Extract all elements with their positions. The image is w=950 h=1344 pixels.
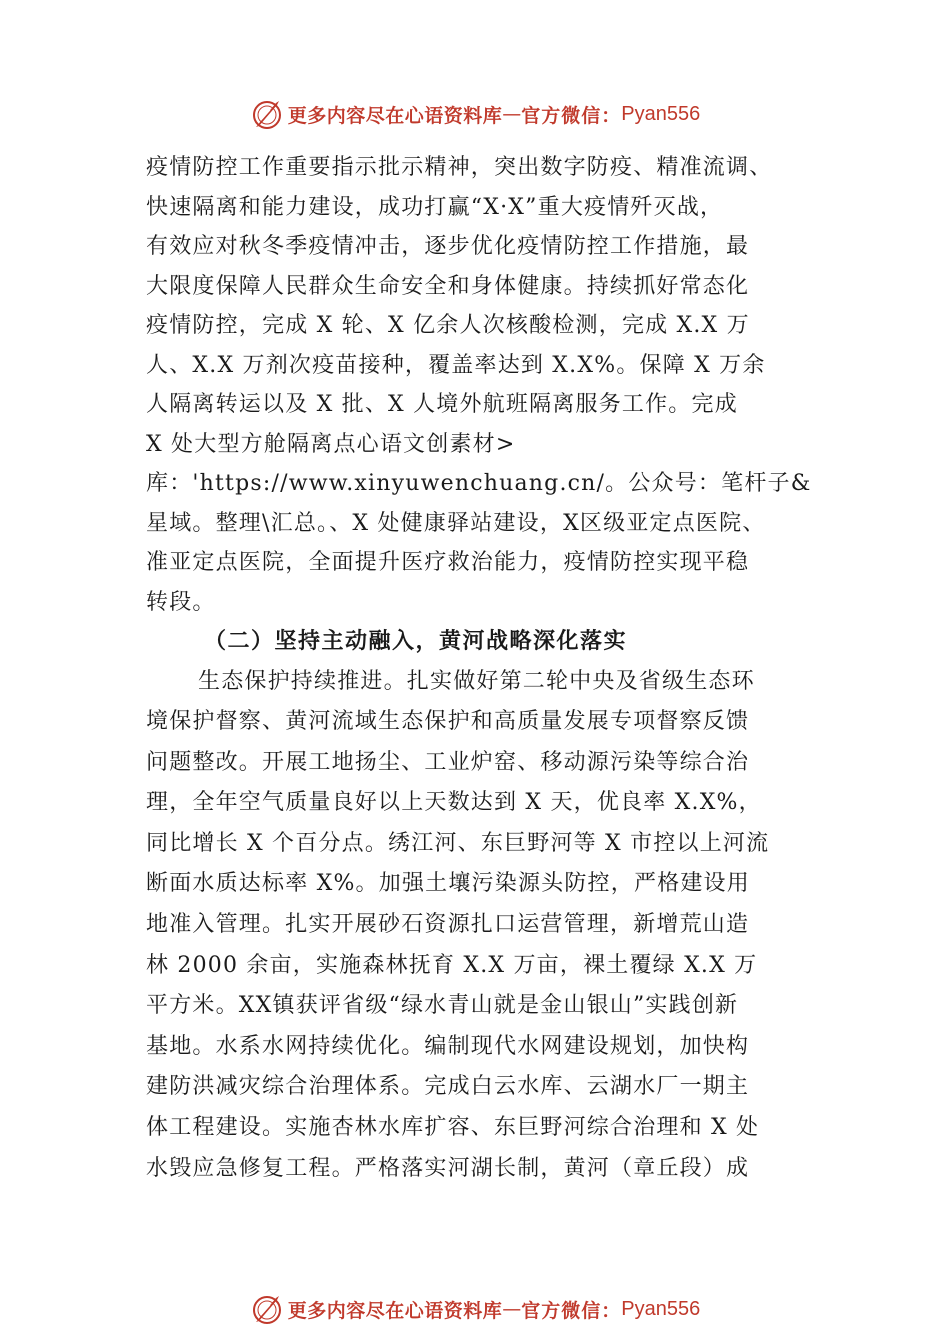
section-heading: （二）坚持主动融入，黄河战略深化落实 — [204, 628, 628, 654]
banner-wechat-label: 官方微信： — [521, 104, 622, 127]
banner-wechat-id: Pyan556 — [621, 102, 701, 125]
text-line: 疫情防控，完成 X 轮、X 亿余人次核酸检测，完成 X.X 万 — [146, 313, 750, 338]
text-line: 平方米。XX镇获评省级“绿水青山就是金山银山”实践创新 — [146, 993, 739, 1019]
text-line: 转段。 — [146, 589, 216, 615]
text-line: 有效应对秋冬季疫情冲击，逐步优化疫情防控工作措施，最 — [146, 234, 750, 259]
banner-title: 更多内容尽在心语资料库 — [287, 104, 503, 127]
text-line: 人隔离转运以及 X 批、X 人境外航班隔离服务工作。完成 — [146, 392, 738, 417]
banner-separator: — — [502, 103, 522, 125]
text-line: 境保护督察、黄河流域生态保护和高质量发展专项督察反馈 — [146, 709, 750, 735]
text-line: 疫情防控工作重要指示批示精神，突出数字防疫、精准流调、 — [146, 155, 773, 180]
banner-title: 更多内容尽在心语资料库 — [287, 1299, 503, 1322]
document-body — [146, 148, 822, 1189]
quill-seal-logo-icon — [250, 97, 284, 131]
text-line: 大限度保障人民群众生命安全和身体健康。持续抓好常态化 — [146, 273, 750, 299]
text-line: 同比增长 X 个百分点。绣江河、东巨野河等 X 市控以上河流 — [146, 830, 770, 856]
text-line: 地准入管理。扎实开展砂石资源扎口运营管理，新增荒山造 — [146, 912, 750, 938]
paragraph-ecological-protection — [146, 662, 822, 1190]
text-line: 问题整改。开展工地扬尘、工业炉窑、移动源污染等综合治 — [146, 749, 750, 775]
paragraph-epidemic-control — [146, 148, 822, 622]
text-line: 人、X.X 万剂次疫苗接种，覆盖率达到 X.X%。保障 X 万余 — [146, 352, 766, 378]
text-line: 基地。水系水网持续优化。编制现代水网建设规划，加快构 — [146, 1033, 750, 1059]
text-line: 理，全年空气质量良好以上天数达到 X 天，优良率 X.X%， — [146, 790, 762, 816]
text-line: 准亚定点医院，全面提升医疗救治能力，疫情防控实现平稳 — [146, 550, 750, 575]
text-line: 星域。整理\汇总。、X 处健康驿站建设，X区级亚定点医院、 — [146, 510, 766, 536]
banner-separator: — — [502, 1298, 522, 1320]
text-line: 水毁应急修复工程。严格落实河湖长制，黄河（章丘段）成 — [146, 1155, 750, 1181]
text-line: 建防洪减灾综合治理体系。完成白云水库、云湖水厂一期主 — [146, 1074, 750, 1100]
banner-wechat-id: Pyan556 — [621, 1297, 701, 1320]
footer-banner — [0, 1289, 950, 1329]
text-line: 快速隔离和能力建设，成功打赢“X·X”重大疫情歼灭战， — [146, 194, 724, 220]
text-line: 林 2000 余亩，实施森林抚育 X.X 万亩，裸土覆绿 X.X 万 — [146, 952, 758, 978]
text-line: 体工程建设。实施杏林水库扩容、东巨野河综合治理和 X 处 — [146, 1115, 760, 1141]
banner-wechat-label: 官方微信： — [521, 1299, 622, 1322]
quill-seal-logo-icon — [250, 1292, 284, 1326]
text-line: 断面水质达标率 X%。加强土壤污染源头防控，严格建设用 — [146, 871, 750, 897]
text-line: X 处大型方舱隔离点心语文创素材> — [146, 431, 516, 457]
header-banner — [0, 94, 950, 134]
text-line: 生态保护持续推进。扎实做好第二轮中央及省级生态环 — [198, 668, 755, 694]
text-line: 库：'https://www.xinyuwenchuang.cn/。公众号：笔杆子& — [146, 471, 812, 496]
